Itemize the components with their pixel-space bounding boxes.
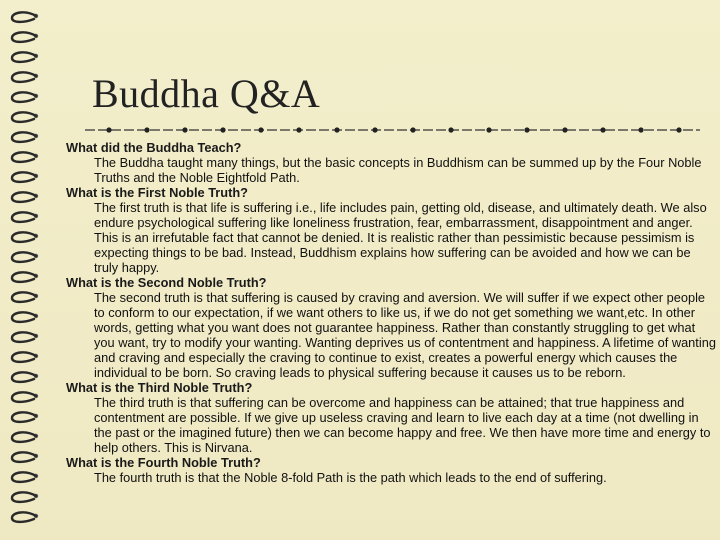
qa-list: [66, 140, 716, 485]
answer-3: The second truth is that suffering is caused by craving and aversion. We will suffer if we expect other people to conform to our expectation, if we want others to like us, if we do not get something we want,etc. In other words, getting what you want does not guarantee happiness. Rather than constantly struggling to get what you want, try to modify your wanting. Wanting deprives us of contentment and happiness. A lifetime of wanting and craving and especially the craving to continue to exist, creates a powerful energy which causes the individual to be born. So craving leads to physical suffering because it causes us to be reborn.: [94, 290, 716, 380]
slide-title: Buddha Q&A: [92, 71, 321, 116]
question-4: What is the Third Noble Truth?: [66, 380, 253, 395]
answer-4: The third truth is that suffering can be overcome and happiness can be attained; that true happiness and contentment are possible. If we give up useless craving and learn to live each day at a time (not dwelling in the past or the imagined future) then we can become happy and free. We then have more time and energy to help others. This is Nirvana.: [94, 395, 711, 455]
question-2: What is the First Noble Truth?: [66, 185, 248, 200]
question-3: What is the Second Noble Truth?: [66, 275, 267, 290]
answer-5: The fourth truth is that the Noble 8-fold Path is the path which leads to the end of suffering.: [94, 470, 607, 485]
dash-dot-divider-icon: [85, 122, 700, 138]
answer-1: The Buddha taught many things, but the basic concepts in Buddhism can be summed up by the Four Noble Truths and the Noble Eightfold Path.: [94, 155, 702, 185]
answer-2: The first truth is that life is suffering i.e., life includes pain, getting old, disease, and ultimately death. We also endure psychological suffering like loneliness frustration, fear, embarrassment, disappointment and anger. This is an irrefutable fact that cannot be denied. It is realistic rather than pessimistic because pessimism is expecting things to be bad. Instead, Buddhism explains how suffering can be avoided and how we can be truly happy.: [94, 200, 707, 275]
spiral-binding-icon: [6, 4, 50, 536]
question-5: What is the Fourth Noble Truth?: [66, 455, 261, 470]
question-1: What did the Buddha Teach?: [66, 140, 242, 155]
